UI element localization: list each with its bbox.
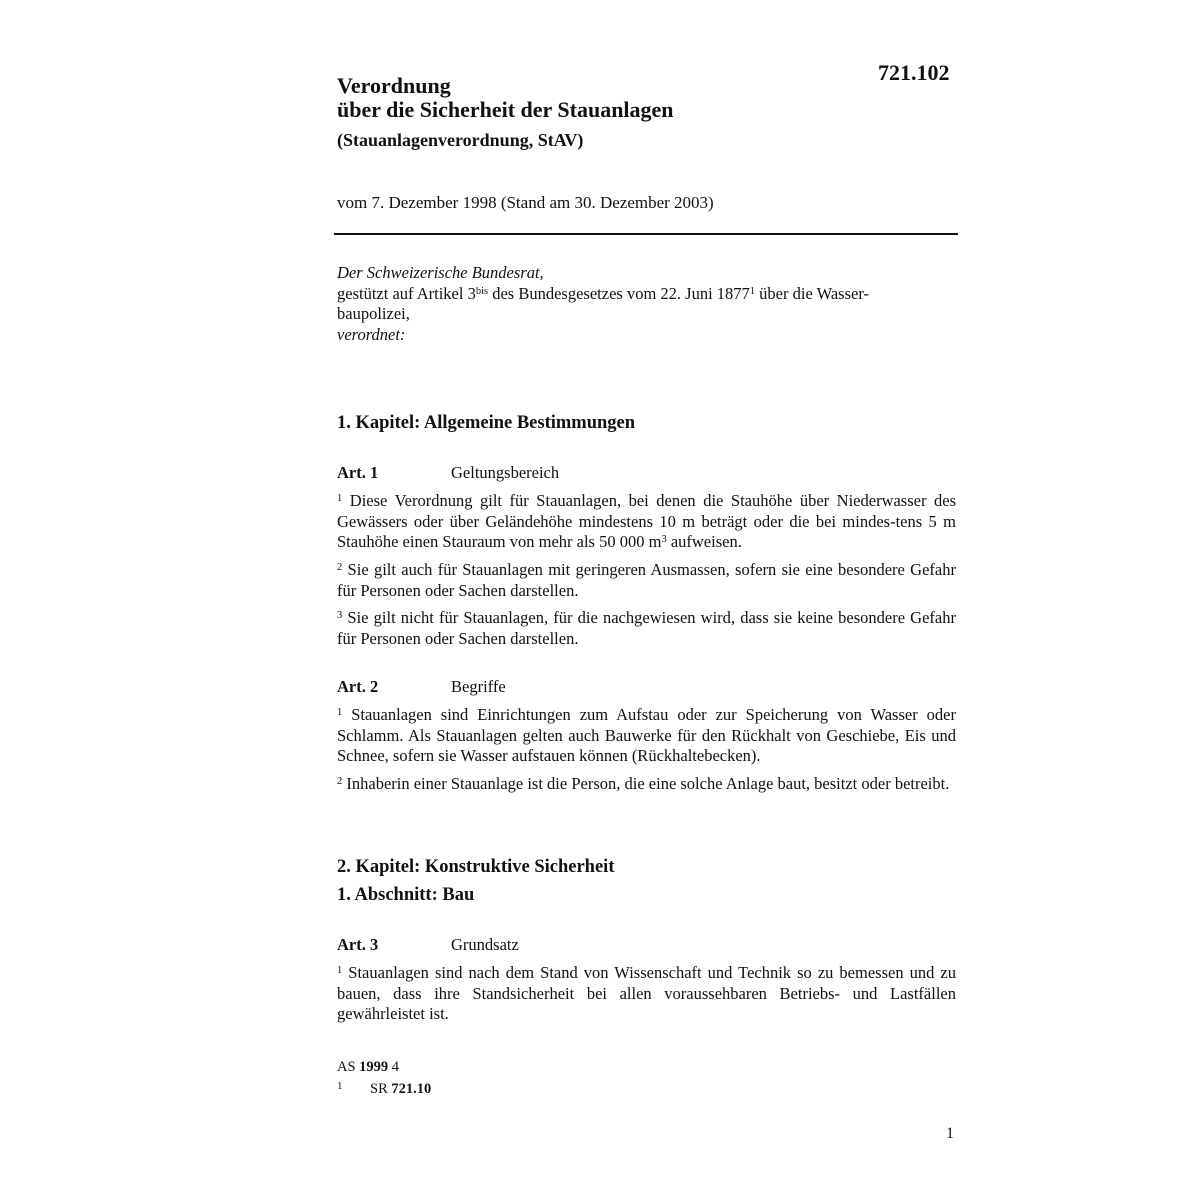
title-line-2: über die Sicherheit der Stauanlagen (337, 97, 674, 122)
art-2-label: Art. 2 (337, 677, 379, 696)
para-text: Stauanlagen sind Einrichtungen zum Aufstau oder zur Speicherung von Wasser oder Schlamm. Als Stauanlagen gelten auch Bauwerke für den Rückhalt von Geschiebe, Eis und Schnee, sofern sie Wasser aufstauen können (Rückhaltebecken). (337, 705, 956, 765)
para-text: Sie gilt nicht für Stauanlagen, für die nachgewiesen wird, dass sie keine besondere Gefahr für Personen oder Sachen darstellen. (337, 608, 956, 648)
basis-text-3: über die Wasser- (755, 283, 869, 303)
para-number: 2 (337, 776, 343, 787)
footnote-prefix: SR (370, 1081, 392, 1097)
basis-sup: bis (475, 285, 489, 297)
para-text: Inhaberin einer Stauanlage ist die Person, die eine solche Anlage baut, besitzt oder betreibt. (342, 774, 950, 793)
art-1-heading (337, 463, 559, 483)
para-number: 1 (337, 493, 343, 504)
document-title (337, 74, 674, 122)
chapter-2-heading: 2. Kapitel: Konstruktive Sicherheit (337, 857, 615, 877)
art-2-para-1 (337, 705, 956, 767)
art-1-para-1 (337, 491, 956, 553)
page-number: 1 (946, 1125, 954, 1142)
preamble (337, 263, 957, 345)
document-subtitle: (Stauanlagenverordnung, StAV) (337, 130, 584, 150)
art-1-title: Geltungsbereich (451, 463, 560, 482)
preamble-authority: Der Schweizerische Bundesrat, (337, 263, 544, 282)
para-number: 3 (337, 610, 343, 621)
art-2-title: Begriffe (451, 677, 506, 696)
chapter-1-heading: 1. Kapitel: Allgemeine Bestimmungen (337, 413, 636, 433)
para-text: Diese Verordnung gilt für Stauanlagen, bei denen die Stauhöhe über Niederwasser des Gewässers oder über Geländehöhe mindestens 10 m beträgt oder die bei mindes-tens 5 m Stauhöhe einen Stauraum von mehr als 50 000 m (337, 491, 956, 551)
as-year: 1999 (359, 1059, 389, 1075)
sr-number: 721.102 (878, 60, 950, 85)
title-line-1: Verordnung (337, 73, 451, 98)
art-1-para-3 (337, 608, 956, 649)
unit-sup: 3 (661, 534, 667, 545)
para-number: 1 (337, 965, 343, 976)
basis-text-2: des Bundesgesetzes vom 22. Juni 1877 (488, 283, 750, 303)
as-page: 4 (388, 1059, 400, 1075)
document-date: vom 7. Dezember 1998 (Stand am 30. Dezember 2003) (337, 193, 714, 212)
basis-text-4: baupolizei, (337, 304, 410, 323)
basis-text-1: gestützt auf Artikel 3 (337, 283, 476, 303)
para-text-end: aufweisen. (666, 532, 742, 551)
art-1-para-2 (337, 560, 956, 601)
para-number: 2 (337, 562, 343, 573)
preamble-basis (337, 284, 957, 325)
footnote-ref-1[interactable]: 1 (749, 285, 756, 297)
art-3-title: Grundsatz (451, 935, 519, 954)
art-2-para-2 (337, 774, 956, 795)
art-2-heading (337, 677, 506, 697)
section-1-heading: 1. Abschnitt: Bau (337, 885, 475, 905)
footnote-ref: 721.10 (391, 1081, 432, 1097)
footnote-1 (337, 1080, 431, 1098)
art-3-para-1 (337, 963, 956, 1025)
para-number: 1 (337, 707, 343, 718)
para-text: Sie gilt auch für Stauanlagen mit geringeren Ausmassen, sofern sie eine besondere Gefahr für Personen oder Sachen darstellen. (337, 560, 956, 600)
header-divider (334, 233, 958, 235)
art-1-label: Art. 1 (337, 463, 379, 482)
footnote-as (337, 1059, 399, 1076)
preamble-decree: verordnet: (337, 324, 406, 344)
art-3-heading (337, 935, 519, 955)
as-prefix: AS (337, 1059, 360, 1075)
art-3-label: Art. 3 (337, 935, 379, 954)
para-text: Stauanlagen sind nach dem Stand von Wissenschaft und Technik so zu bemessen und zu bauen, dass ihre Standsicherheit bei allen voraussehbaren Betriebs- und Lastfällen gewährleistet ist. (337, 963, 956, 1023)
footnote-number: 1 (337, 1080, 343, 1092)
